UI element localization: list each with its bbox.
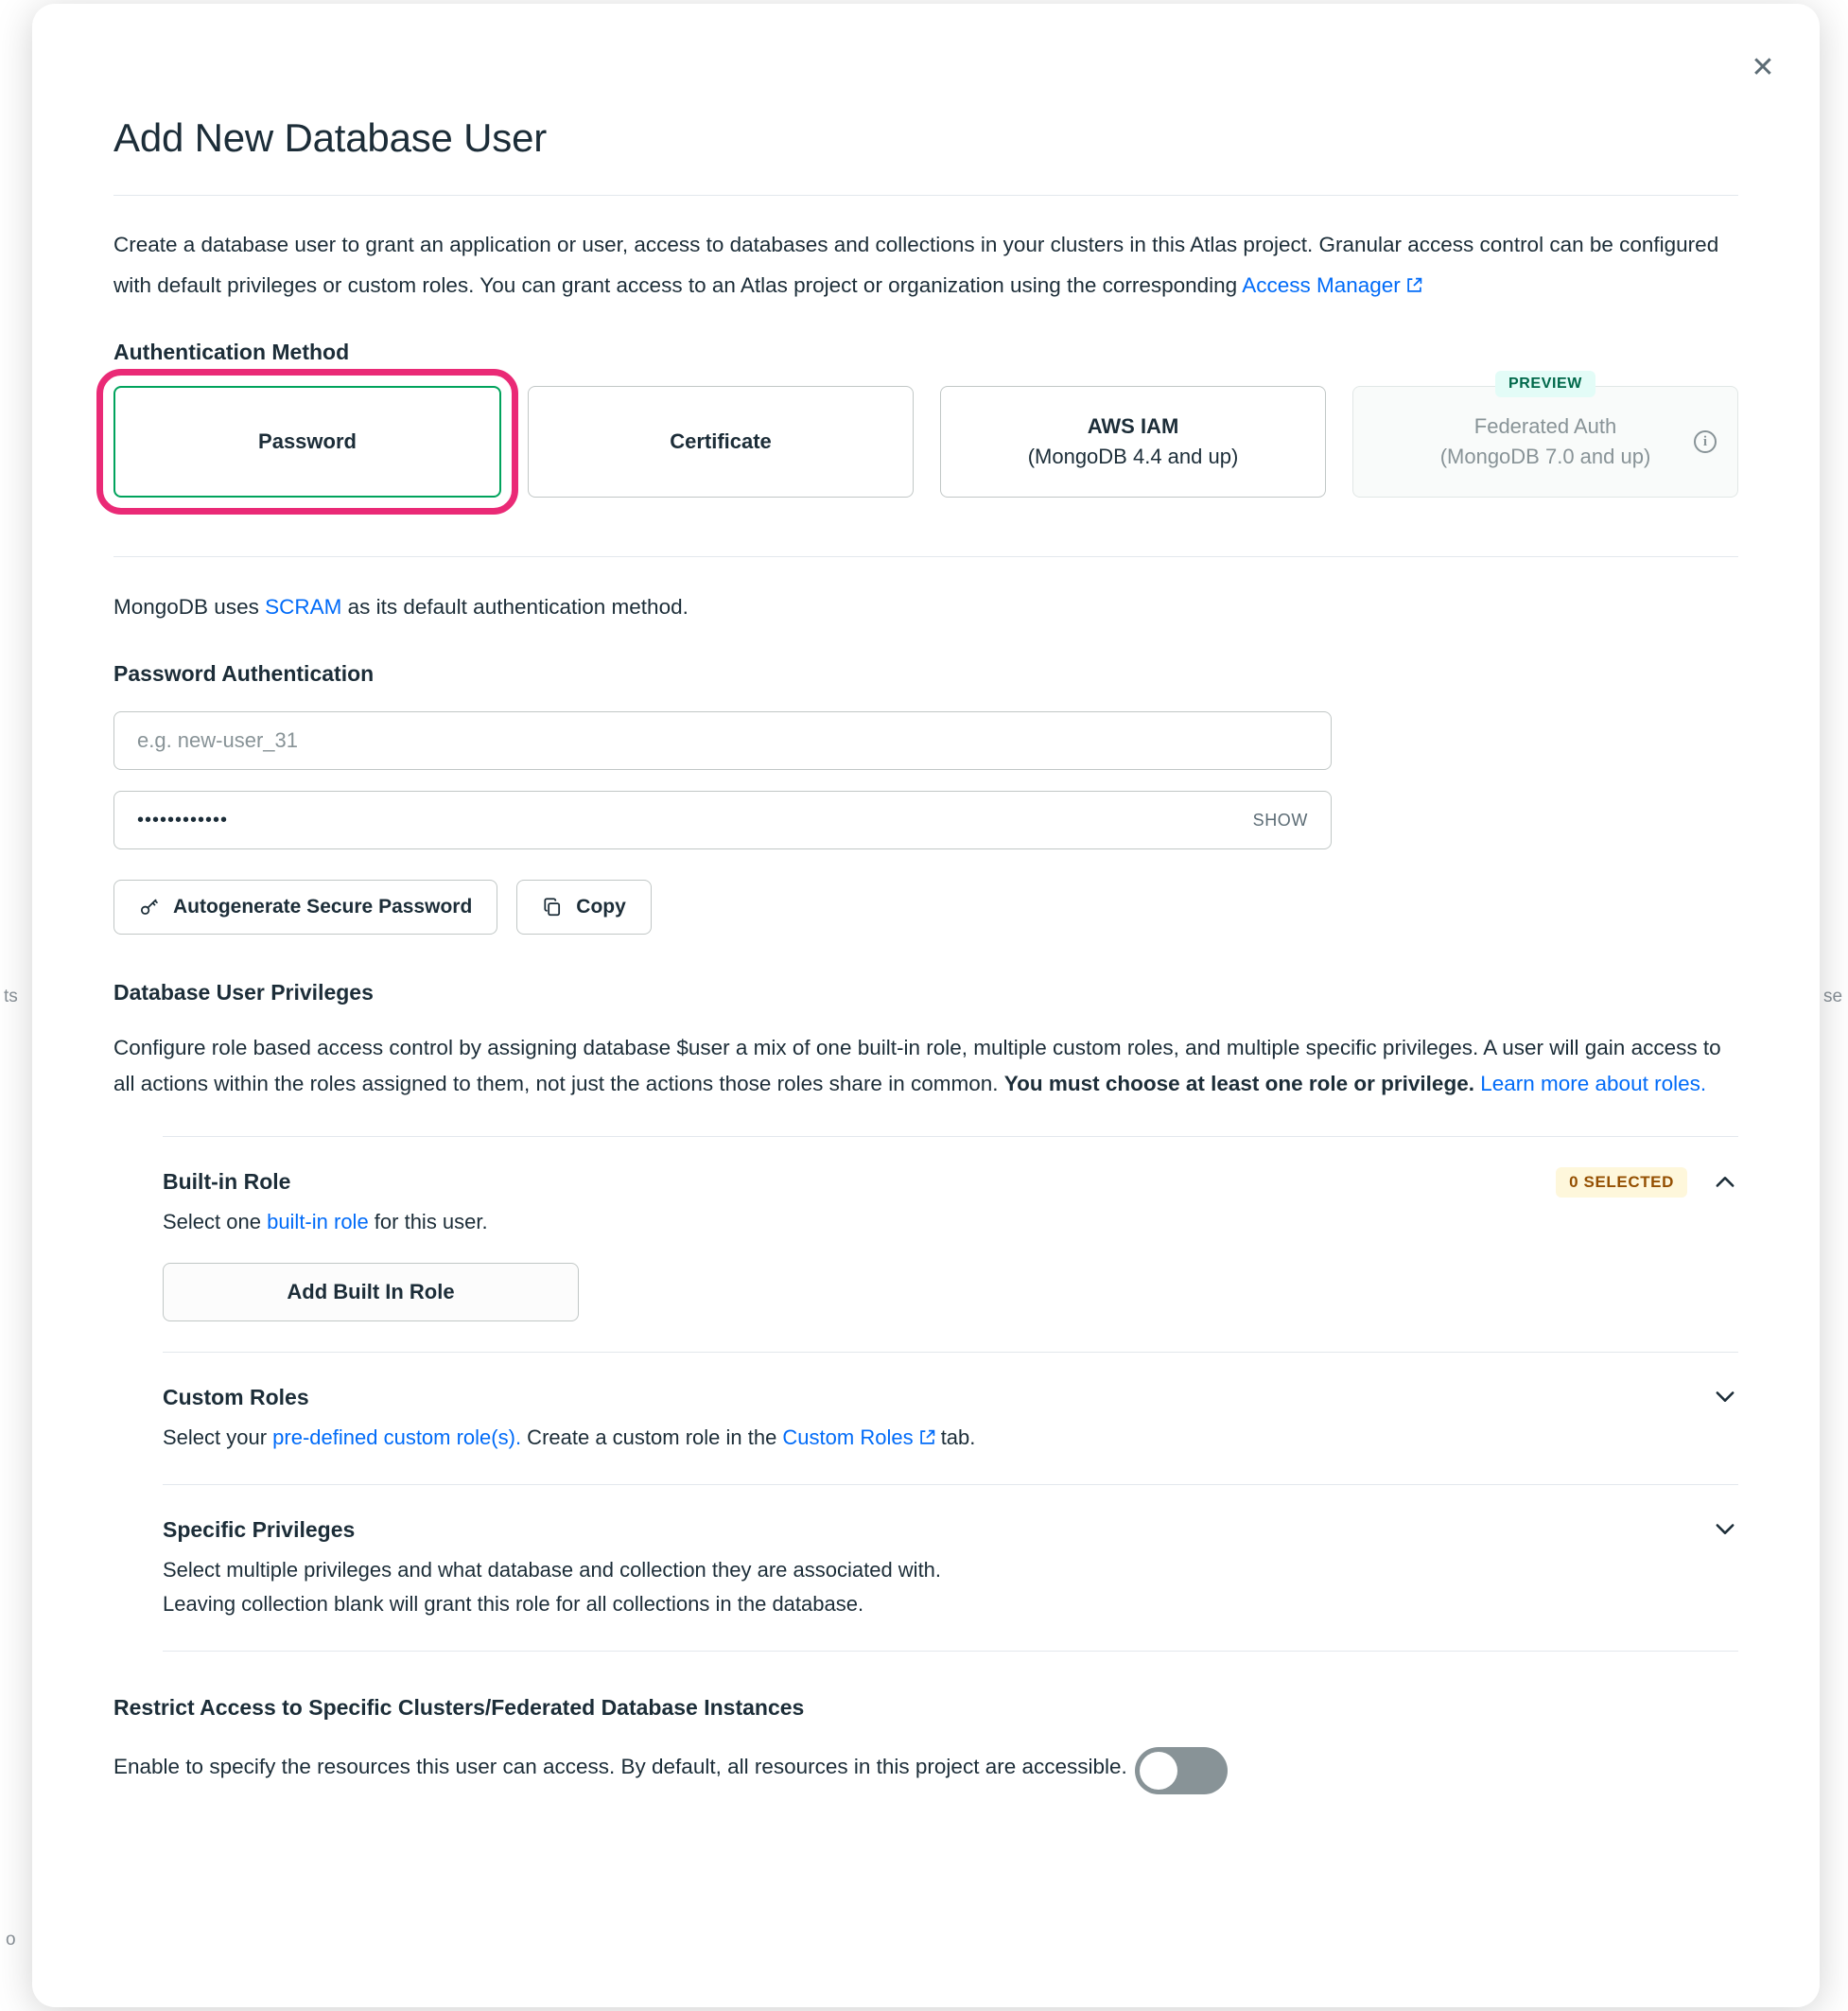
- external-link-icon: [1406, 277, 1422, 293]
- auth-option-federated-auth-sub: (MongoDB 7.0 and up): [1439, 445, 1651, 468]
- auth-option-aws-iam[interactable]: [940, 386, 1326, 498]
- password-value: ••••••••••••: [137, 809, 229, 831]
- accordion-specific-privileges-title: Specific Privileges: [163, 1517, 356, 1542]
- scram-note-suffix: as its default authentication method.: [341, 595, 689, 619]
- external-link-icon-custom-roles: [919, 1429, 935, 1445]
- password-input[interactable]: [113, 791, 1332, 849]
- built-in-role-selected-badge: 0 SELECTED: [1556, 1167, 1687, 1198]
- auth-option-certificate[interactable]: [528, 386, 914, 498]
- autogenerate-password-button[interactable]: [113, 880, 497, 935]
- copy-password-label: Copy: [576, 896, 626, 918]
- privileges-accordions: [113, 1136, 1738, 1652]
- auth-option-federated-auth-label: Federated Auth: [1473, 414, 1617, 438]
- accordion-specific-privileges-controls: [1712, 1515, 1738, 1542]
- username-input[interactable]: [113, 711, 1332, 770]
- preview-badge: PREVIEW: [1495, 371, 1595, 397]
- password-actions: [113, 880, 1738, 935]
- close-icon[interactable]: ✕: [1742, 47, 1784, 89]
- accordion-built-in-role-title: Built-in Role: [163, 1169, 291, 1194]
- scram-note: [113, 595, 1738, 620]
- scram-link[interactable]: SCRAM: [265, 595, 342, 619]
- database-user-privileges-heading: Database User Privileges: [113, 980, 374, 1005]
- chevron-down-icon-specific[interactable]: [1712, 1515, 1738, 1542]
- info-icon[interactable]: i: [1694, 430, 1717, 453]
- modal-description-text: Create a database user to grant an application or user, access to databases and collections in your clusters in this Atlas project. Granular access control can be configured with default privileges or custom roles. You can grant access to an Atlas project or organization using the corresponding: [113, 233, 1719, 297]
- restrict-access-heading: Restrict Access to Specific Clusters/Federated Database Instances: [113, 1695, 805, 1720]
- accordion-built-in-role-description: [163, 1206, 1738, 1238]
- auth-option-certificate-label: Certificate: [670, 429, 772, 453]
- add-database-user-modal: [32, 4, 1820, 2007]
- auth-option-federated-auth[interactable]: [1352, 376, 1738, 498]
- authentication-method-heading: Authentication Method: [113, 340, 350, 364]
- page-title: Add New Database User: [113, 115, 548, 160]
- built-in-role-desc-post: for this user.: [368, 1210, 488, 1233]
- custom-roles-tab-link[interactable]: Custom Roles: [782, 1425, 914, 1449]
- accordion-custom-roles-title: Custom Roles: [163, 1385, 309, 1409]
- background-text-bottom-left: o: [6, 1930, 16, 1950]
- accordion-built-in-role: [163, 1137, 1738, 1352]
- custom-roles-desc-post: tab.: [934, 1425, 976, 1449]
- password-authentication-heading: Password Authentication: [113, 661, 375, 686]
- authentication-method-options: [113, 376, 1738, 498]
- accordion-custom-roles-controls: [1712, 1383, 1738, 1409]
- custom-roles-desc-pre: Select your: [163, 1425, 273, 1449]
- database-user-privileges-description: [113, 1030, 1738, 1102]
- auth-option-aws-iam-label: AWS IAM: [1087, 414, 1179, 438]
- accordion-specific-privileges: [163, 1485, 1738, 1651]
- predefined-custom-roles-link[interactable]: pre-defined custom role(s).: [272, 1425, 522, 1449]
- access-manager-link[interactable]: Access Manager: [1242, 273, 1401, 297]
- auth-option-aws-iam-sub: (MongoDB 4.4 and up): [1027, 445, 1239, 468]
- title-divider: [113, 195, 1738, 196]
- accordion-divider-4: [163, 1651, 1738, 1652]
- key-icon: [139, 897, 160, 918]
- restrict-access-toggle[interactable]: [1135, 1747, 1228, 1794]
- username-placeholder: e.g. new-user_31: [137, 728, 298, 752]
- accordion-custom-roles: [163, 1353, 1738, 1484]
- accordion-specific-privileges-description-line2: Leaving collection blank will grant this role for all collections in the database.: [163, 1592, 864, 1616]
- privileges-desc-bold: You must choose at least one role or privilege.: [1003, 1072, 1474, 1095]
- accordion-specific-privileges-description-line1: Select multiple privileges and what database and collection they are associated with.: [163, 1558, 942, 1582]
- add-built-in-role-button[interactable]: Add Built In Role: [163, 1263, 579, 1321]
- show-password-toggle[interactable]: SHOW: [1252, 810, 1308, 830]
- built-in-role-desc-pre: Select one: [163, 1210, 268, 1233]
- background-text-right: se: [1823, 987, 1843, 1006]
- modal-description: [113, 224, 1738, 306]
- auth-divider: [113, 556, 1738, 557]
- restrict-access-row: [113, 1747, 1738, 1794]
- privileges-desc-text: Configure role based access control by assigning database $user a mix of one built-in role, multiple custom roles, and multiple specific privileges. A user will gain access to all actions within the roles assigned to them, not just the actions those roles share in common.: [113, 1036, 1721, 1095]
- restrict-access-description: Enable to specify the resources this user can access. By default, all resources in this project are accessible.: [113, 1755, 1127, 1778]
- auth-option-password[interactable]: [113, 386, 501, 498]
- chevron-up-icon[interactable]: [1712, 1169, 1738, 1196]
- toggle-knob: [1140, 1752, 1177, 1790]
- accordion-custom-roles-description: [163, 1422, 1738, 1454]
- custom-roles-desc-mid: Create a custom role in the: [521, 1425, 783, 1449]
- copy-icon: [542, 897, 563, 918]
- copy-password-button[interactable]: [516, 880, 652, 935]
- autogenerate-password-label: Autogenerate Secure Password: [173, 896, 473, 918]
- accordion-built-in-role-controls: [1556, 1167, 1738, 1198]
- learn-more-roles-link[interactable]: Learn more about roles.: [1473, 1072, 1707, 1095]
- built-in-role-link[interactable]: built-in role: [267, 1210, 369, 1233]
- background-text-left: ts: [4, 987, 18, 1006]
- scram-note-prefix: MongoDB uses: [113, 595, 266, 619]
- chevron-down-icon[interactable]: [1712, 1383, 1738, 1409]
- auth-option-password-label: Password: [258, 429, 357, 453]
